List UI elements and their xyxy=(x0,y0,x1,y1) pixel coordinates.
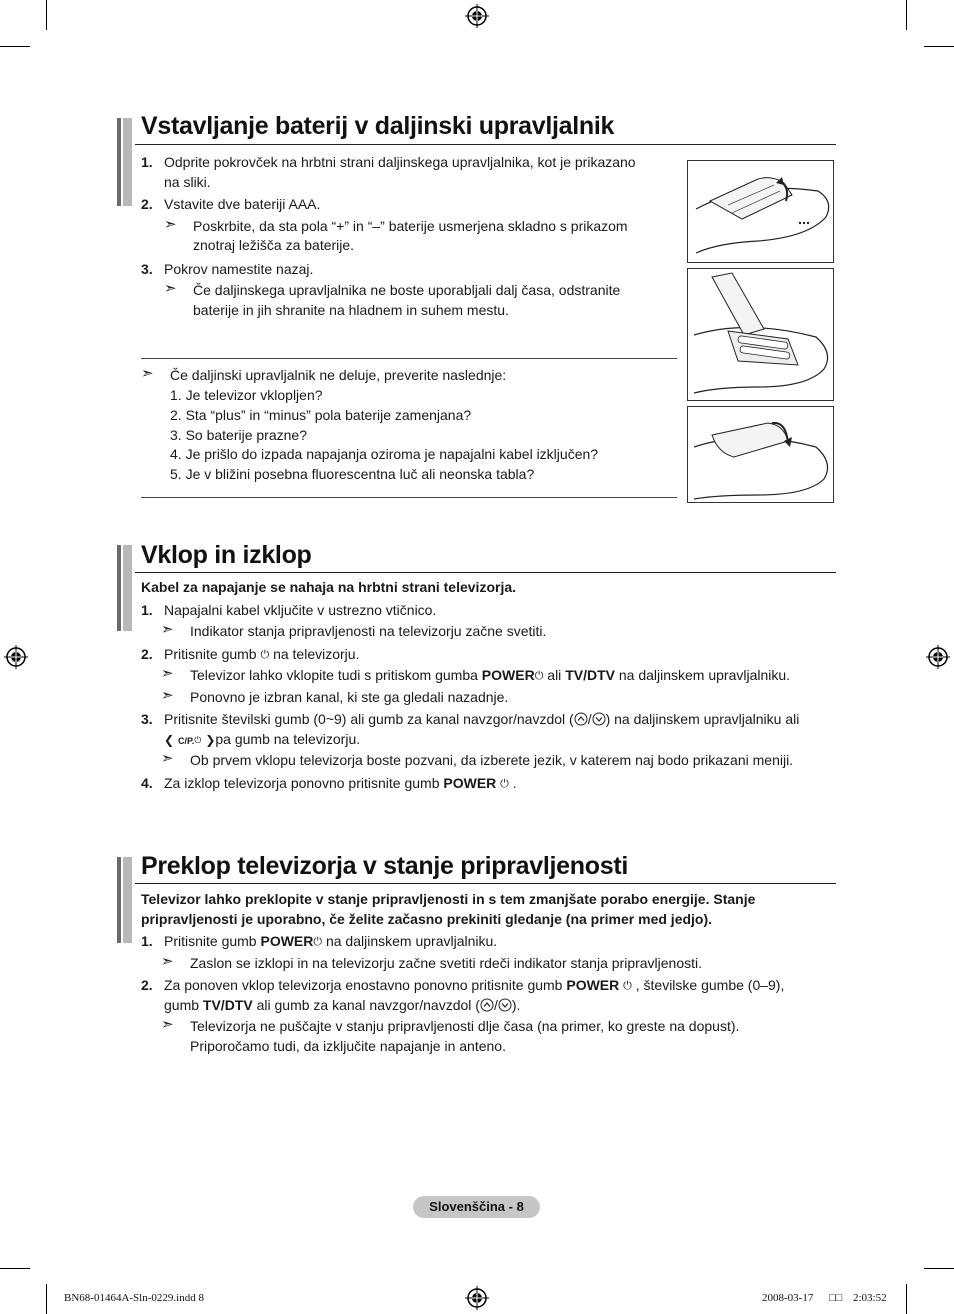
note-text: Poskrbite, da sta pola “+” in “–” baterije usmerjena skladno s prikazom xyxy=(193,218,628,234)
checklist-item: 3. So baterije prazne? xyxy=(170,427,307,443)
step-number: 4. xyxy=(141,775,153,791)
footer-placeholder: □□ xyxy=(829,1292,843,1304)
power-icon: ⏻ xyxy=(534,670,544,682)
divider xyxy=(141,358,677,359)
remote-open-cover-illustration xyxy=(687,160,834,263)
text-span: ali gumb za kanal navzgor/navzdol ( xyxy=(256,997,480,1013)
registration-mark-icon xyxy=(465,4,489,28)
text-span: na daljinskem upravljalniku. xyxy=(618,667,791,683)
crop-mark xyxy=(924,1268,954,1269)
power-icon: ⏻ xyxy=(194,735,202,745)
power-label: POWER xyxy=(260,933,314,949)
step-text xyxy=(164,931,497,952)
section-intro: Televizor lahko preklopite v stanje pripravljenosti in s tem zmanjšate porabo energije. Stanje xyxy=(141,891,756,907)
cp-label: C/P. xyxy=(177,736,195,746)
crop-mark xyxy=(0,46,30,47)
step-text xyxy=(164,773,517,794)
step-text xyxy=(164,644,359,665)
crop-mark xyxy=(0,1268,30,1269)
tv-dtv-label: TV/DTV xyxy=(202,997,253,1013)
checklist-item: 2. Sta “plus” in “minus” pola baterije zamenjana? xyxy=(170,407,472,423)
text-span: Za izklop televizorja ponovno pritisnite gumb xyxy=(164,775,440,791)
power-icon: ⏻ xyxy=(500,778,509,790)
section-title: Vklop in izklop xyxy=(141,541,312,569)
text-span: , številske gumbe (0–9), xyxy=(635,977,785,993)
note-text: znotraj ležišča za baterije. xyxy=(193,237,355,253)
remote-insert-batteries-illustration xyxy=(687,268,834,401)
note-arrow-icon: ➣ xyxy=(161,687,174,704)
note-arrow-icon: ➣ xyxy=(164,280,177,297)
text-span: na daljinskem upravljalniku. xyxy=(325,933,498,949)
crop-mark xyxy=(46,0,47,30)
registration-mark-icon xyxy=(926,645,950,669)
text-span: / xyxy=(493,997,498,1013)
step-number: 1. xyxy=(141,933,153,949)
note-text xyxy=(190,665,790,686)
power-icon: ⏻ xyxy=(313,936,323,948)
step-text: Napajalni kabel vključite v ustrezno vtičnico. xyxy=(164,602,437,618)
note-text: Ponovno je izbran kanal, ki ste ga gledali nazadnje. xyxy=(190,689,509,705)
step-text xyxy=(164,975,784,996)
text-span: na televizorju. xyxy=(273,646,360,662)
crop-mark xyxy=(46,1284,47,1314)
step-text xyxy=(164,729,360,751)
channel-down-icon xyxy=(498,998,512,1012)
channel-down-icon xyxy=(592,712,606,726)
step-text: Odprite pokrovček na hrbtni strani daljinskega upravljalnika, kot je prikazano xyxy=(164,154,636,170)
note-text: baterije in jih shranite na hladnem in suhem mestu. xyxy=(193,302,509,318)
text-span: Televizor lahko vklopite tudi s pritiskom gumba xyxy=(190,667,478,683)
crop-mark xyxy=(906,0,907,30)
section-bar xyxy=(117,118,132,206)
text-span: ali xyxy=(547,667,562,683)
crop-mark xyxy=(924,46,954,47)
note-text: Televizorja ne puščajte v stanju pripravljenosti dlje časa (na primer, ko greste na dopust). xyxy=(190,1018,740,1034)
checklist-item: 4. Je prišlo do izpada napajanja oziroma je napajalni kabel izključen? xyxy=(170,446,599,462)
chevron-left-icon: ❮ xyxy=(164,733,175,747)
text-span: Pritisnite številski gumb (0~9) ali gumb za kanal navzgor/navzdol ( xyxy=(164,711,574,727)
step-text: Pokrov namestite nazaj. xyxy=(164,261,314,277)
note-arrow-icon: ➣ xyxy=(161,750,174,767)
power-icon: ⏻ xyxy=(623,980,632,992)
channel-up-icon xyxy=(574,712,588,726)
section-bar xyxy=(117,545,132,631)
step-text: na sliki. xyxy=(164,174,211,190)
registration-mark-icon xyxy=(4,645,28,669)
power-label: POWER xyxy=(481,667,535,683)
tv-dtv-label: TV/DTV xyxy=(565,667,615,683)
note-arrow-icon: ➣ xyxy=(161,621,174,638)
note-arrow-icon: ➣ xyxy=(164,216,177,233)
note-arrow-icon: ➣ xyxy=(161,1016,174,1033)
note-arrow-icon: ➣ xyxy=(141,365,154,382)
text-span: Za ponoven vklop televizorja enostavno ponovno pritisnite gumb xyxy=(164,977,563,993)
note-text: Indikator stanja pripravljenosti na televizorju začne svetiti. xyxy=(190,623,547,639)
note-text: Priporočamo tudi, da izključite napajanje in anteno. xyxy=(190,1038,506,1054)
step-number: 3. xyxy=(141,711,153,727)
section-rule xyxy=(135,883,836,884)
step-number: 2. xyxy=(141,646,153,662)
step-number: 1. xyxy=(141,602,153,618)
section-title: Preklop televizorja v stanje pripravljenosti xyxy=(141,852,628,880)
note-text: Zaslon se izklopi in na televizorju začne svetiti rdeči indikator stanja pripravljenosti. xyxy=(190,955,703,971)
text-span: Pritisnite gumb xyxy=(164,646,257,662)
text-span: ). xyxy=(511,997,521,1013)
note-text: Če daljinskega upravljalnika ne boste uporabljali dalj časa, odstranite xyxy=(193,282,621,298)
page-number-badge: Slovenščina - 8 xyxy=(413,1196,540,1218)
remote-close-cover-illustration xyxy=(687,406,834,503)
registration-mark-icon xyxy=(465,1286,489,1310)
footer-date: 2008-03-17 xyxy=(762,1292,814,1304)
text-span: Pritisnite gumb xyxy=(164,933,257,949)
section-rule xyxy=(135,144,836,145)
step-number: 3. xyxy=(141,261,153,277)
text-span: / xyxy=(587,711,592,727)
step-number: 1. xyxy=(141,154,153,170)
section-rule xyxy=(135,572,836,573)
footer-filename: BN68-01464A-Sln-0229.indd 8 xyxy=(64,1292,204,1304)
power-label: POWER xyxy=(443,775,497,791)
checklist-item: 5. Je v bližini posebna fluorescentna luč ali neonska tabla? xyxy=(170,466,535,482)
power-label: POWER xyxy=(566,977,620,993)
note-text: Ob prvem vklopu televizorja boste pozvani, da izberete jezik, v katerem naj bodo prikazani meniji. xyxy=(190,752,794,768)
text-span: ) na daljinskem upravljalniku ali xyxy=(605,711,800,727)
section-intro: pripravljenosti je uporabno, če želite začasno prekiniti gledanje (na primer med jedjo). xyxy=(141,911,713,927)
step-number: 2. xyxy=(141,977,153,993)
section-intro: Kabel za napajanje se nahaja na hrbtni strani televizorja. xyxy=(141,579,517,595)
step-text: Vstavite dve bateriji AAA. xyxy=(164,196,321,212)
text-span: gumb xyxy=(164,997,200,1013)
power-icon: ⏻ xyxy=(260,649,270,661)
crop-mark xyxy=(906,1284,907,1314)
checklist-item: 1. Je televizor vklopljen? xyxy=(170,387,323,403)
section-title: Vstavljanje baterij v daljinski upravljalnik xyxy=(141,112,615,140)
section-bar xyxy=(117,857,132,943)
step-number: 2. xyxy=(141,196,153,212)
note-arrow-icon: ➣ xyxy=(161,953,174,970)
text-span: . xyxy=(512,775,517,791)
checklist-intro: Če daljinski upravljalnik ne deluje, preverite naslednje: xyxy=(170,367,507,383)
channel-up-icon xyxy=(480,998,494,1012)
note-arrow-icon: ➣ xyxy=(161,665,174,682)
divider xyxy=(141,497,677,498)
step-text xyxy=(164,995,520,1015)
step-text xyxy=(164,709,799,729)
footer-time: 2:03:52 xyxy=(853,1292,887,1304)
chevron-right-icon: ❯ xyxy=(205,733,216,747)
text-span: pa gumb na televizorju. xyxy=(215,731,361,747)
